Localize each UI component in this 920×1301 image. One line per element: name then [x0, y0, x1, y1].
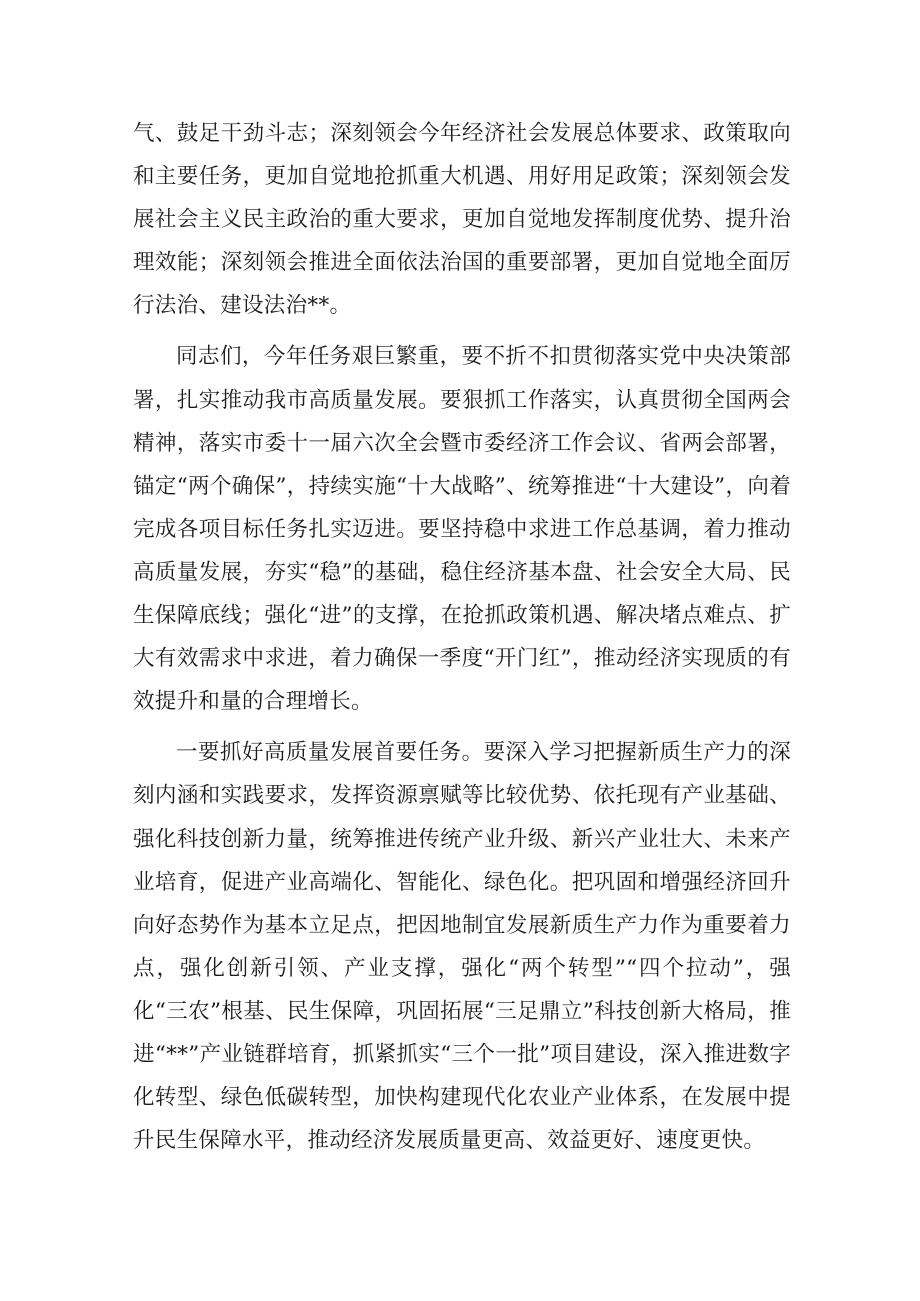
document-body	[133, 112, 791, 1170]
paragraph-2: 同志们，今年任务艰巨繁重，要不折不扣贯彻落实党中央决策部署，扎实推动我市高质量发展。要狠抓工作落实，认真贯彻全国两会精神，落实市委十一届六次全会暨市委经济工作会议、省两会部署，锚定“两个确保”，持续实施“十大战略”、统筹推进“十大建设”，向着完成各项目标任务扎实迈进。要坚持稳中求进工作总基调，着力推动高质量发展，夯实“稳”的基础，稳住经济基本盘、社会安全大局、民生保障底线；强化“进”的支撑，在抢抓政策机遇、解决堵点难点、扩大有效需求中求进，着力确保一季度“开门红”，推动经济实现质的有效提升和量的合理增长。	[133, 344, 791, 715]
paragraph-1: 气、鼓足干劲斗志；深刻领会今年经济社会发展总体要求、政策取向和主要任务，更加自觉地抢抓重大机遇、用好用足政策；深刻领会发展社会主义民主政治的重大要求，更加自觉地发挥制度优势、提升治理效能；深刻领会推进全面依法治国的重要部署，更加自觉地全面厉行法治、建设法治**。	[133, 121, 791, 319]
paragraph-3: 一要抓好高质量发展首要任务。要深入学习把握新质生产力的深刻内涵和实践要求，发挥资源禀赋等比较优势、依托现有产业基础、强化科技创新力量，统筹推进传统产业升级、新兴产业壮大、未来产业培育，促进产业高端化、智能化、绿色化。把巩固和增强经济回升向好态势作为基本立足点，把因地制宜发展新质生产力作为重要着力点，强化创新引领、产业支撑，强化“两个转型”“四个拉动”，强化“三农”根基、民生保障，巩固拓展“三足鼎立”科技创新大格局，推进“**”产业链群培育，抓紧抓实“三个一批”项目建设，深入推进数字化转型、绿色低碳转型，加快构建现代化农业产业体系，在发展中提升民生保障水平，推动经济发展质量更高、效益更好、速度更快。	[133, 740, 791, 1154]
